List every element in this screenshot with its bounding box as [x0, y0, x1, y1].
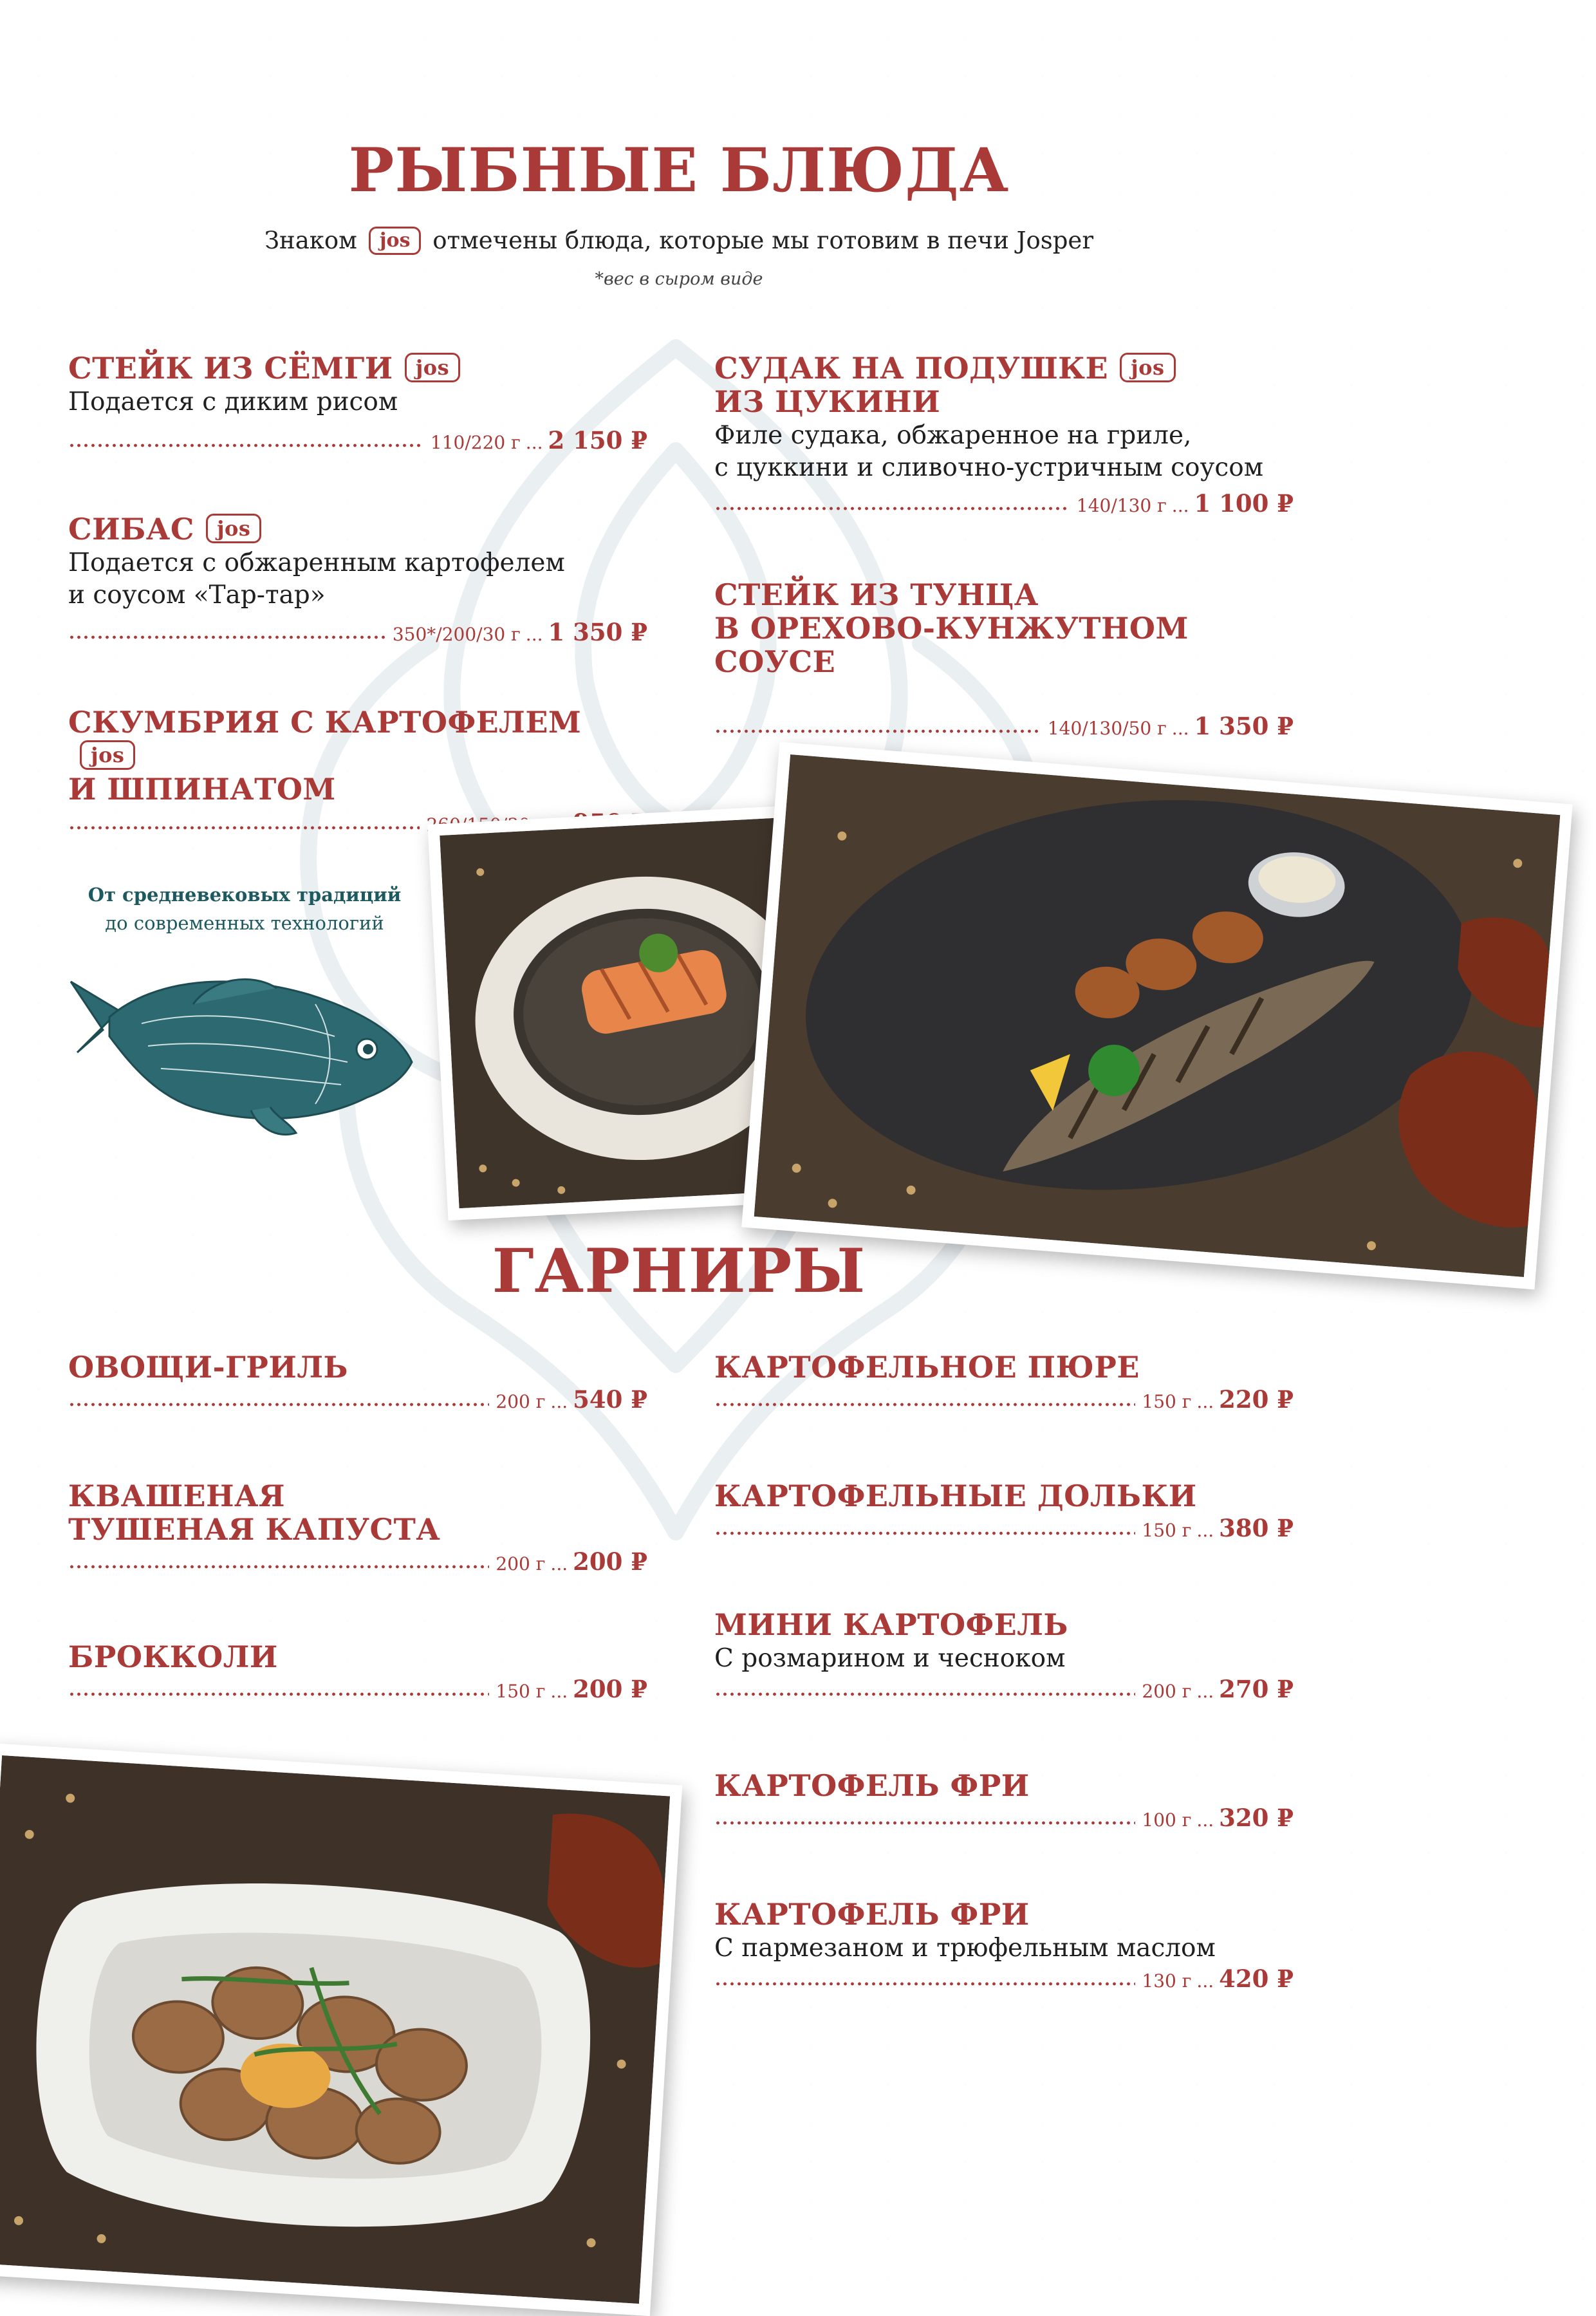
dish-name-line: СКУМБРИЯ С КАРТОФЕЛЕМ — [68, 705, 582, 740]
dish-weight: 140/130/50 г — [1047, 718, 1167, 739]
tagline-line-1: От средневековых традиций — [88, 884, 402, 906]
dish-description-line: и соусом «Тар-тар» — [68, 581, 326, 610]
dish-description: С пармезаном и трюфельным маслом — [714, 1934, 1216, 1963]
dot-leader — [714, 729, 1041, 734]
dish-description-line: с цуккини и сливочно-устричным соусом — [714, 453, 1264, 482]
potatoes-dish-image — [0, 1755, 670, 2304]
tagline-line-2: до современных технологий — [105, 912, 384, 934]
price-row — [714, 1804, 1294, 1832]
dish-description: Подается с диким рисом — [68, 388, 398, 416]
price-row — [714, 1385, 1294, 1414]
dish-weight: 350*/200/30 г — [392, 624, 521, 645]
dish-name — [68, 1479, 647, 1546]
dish-weight: 200 г — [1142, 1681, 1192, 1702]
dot-leader — [68, 1564, 489, 1569]
price-row — [68, 1385, 647, 1414]
grilled-fish-photo — [741, 742, 1573, 1290]
separator: ... — [1196, 1520, 1214, 1541]
dish-name — [68, 512, 647, 546]
dish-weight: 110/220 г — [430, 432, 521, 453]
josper-legend — [0, 227, 1358, 255]
price-row — [714, 1514, 1294, 1542]
price-row — [714, 1675, 1294, 1703]
dish-name: КАРТОФЕЛЬ ФРИ — [714, 1897, 1030, 1932]
dot-leader — [714, 1981, 1135, 1986]
dish-name-line: КВАШЕНАЯ — [68, 1479, 286, 1513]
separator: ... — [1171, 718, 1189, 739]
dish-name-line: ТУШЕНАЯ КАПУСТА — [68, 1512, 441, 1547]
dish-weight: 130 г — [1142, 1970, 1192, 1992]
dish-name: КАРТОФЕЛЬ ФРИ — [714, 1768, 1030, 1803]
josper-badge: jos — [369, 227, 422, 255]
separator: ... — [1196, 1970, 1214, 1992]
dish-name-line: ИЗ ЦУКИНИ — [714, 384, 941, 419]
dish-description — [714, 420, 1294, 484]
dish-name-line: И ШПИНАТОМ — [68, 772, 336, 807]
dish-name-line: СУДАК НА ПОДУШКЕ — [714, 351, 1109, 386]
price-row — [68, 1675, 647, 1703]
dot-leader — [714, 1531, 1135, 1536]
grilled-fish-image — [754, 754, 1561, 1277]
price-row — [714, 489, 1294, 518]
legend-text-after: отмечены блюда, которые мы готовим в печи Josper — [432, 227, 1094, 254]
raw-weight-note: *вес в сыром виде — [595, 269, 763, 289]
price-row — [68, 426, 647, 454]
josper-badge: jos — [80, 740, 135, 770]
dot-leader — [714, 1820, 1135, 1826]
legend-text-before: Знаком — [264, 227, 357, 254]
dish-name-line: СТЕЙК ИЗ СЁМГИ — [68, 351, 393, 386]
dish-price: 220 ₽ — [1219, 1385, 1294, 1414]
separator: ... — [1196, 1391, 1214, 1412]
price-row — [68, 1547, 647, 1576]
dish-name — [68, 705, 647, 806]
dot-leader — [714, 506, 1070, 511]
separator: ... — [550, 1681, 568, 1702]
menu-item — [68, 1350, 647, 1414]
menu-item — [714, 1608, 1294, 1703]
dish-name-line: СИБАС — [68, 512, 194, 546]
dish-price: 540 ₽ — [573, 1385, 647, 1414]
dish-description — [68, 547, 647, 612]
separator: ... — [1196, 1681, 1214, 1702]
dish-weight: 100 г — [1142, 1809, 1192, 1831]
dot-leader — [68, 635, 386, 640]
dish-description-line: Подается с обжаренным картофелем — [68, 548, 565, 577]
dish-weight: 200 г — [496, 1391, 546, 1412]
price-row — [714, 1965, 1294, 1993]
potatoes-dish-photo — [0, 1743, 682, 2316]
dish-weight: 150 г — [1142, 1391, 1192, 1412]
dish-name — [714, 351, 1294, 418]
menu-item — [68, 1479, 647, 1576]
dish-name: ОВОЩИ-ГРИЛЬ — [68, 1350, 348, 1385]
separator: ... — [1171, 495, 1189, 516]
dish-price: 1 350 ₽ — [548, 618, 647, 646]
dish-description-line: Филе судака, обжаренное на гриле, — [714, 421, 1192, 450]
dish-description: С розмарином и чесноком — [714, 1644, 1066, 1673]
fish-section-title: РЫБНЫЕ БЛЮДА — [348, 135, 1010, 206]
dish-name: МИНИ КАРТОФЕЛЬ — [714, 1607, 1068, 1642]
dish-weight: 140/130 г — [1076, 495, 1167, 516]
fish-illustration-icon — [64, 933, 425, 1152]
sides-section-title: ГАРНИРЫ — [492, 1236, 866, 1307]
price-row — [714, 712, 1294, 740]
separator: ... — [550, 1553, 568, 1574]
dish-price: 200 ₽ — [573, 1547, 647, 1576]
dish-price: 270 ₽ — [1219, 1675, 1294, 1703]
menu-item — [714, 351, 1294, 518]
dish-name: КАРТОФЕЛЬНОЕ ПЮРЕ — [714, 1350, 1140, 1385]
dish-name — [68, 351, 647, 385]
dish-weight: 150 г — [496, 1681, 546, 1702]
josper-badge: jos — [405, 353, 460, 382]
dish-price: 380 ₽ — [1219, 1514, 1294, 1542]
dot-leader — [68, 443, 424, 448]
dish-price: 1 350 ₽ — [1194, 712, 1294, 740]
menu-item — [714, 1769, 1294, 1832]
dish-price: 320 ₽ — [1219, 1804, 1294, 1832]
menu-item — [714, 1350, 1294, 1414]
dish-name-line: В ОРЕХОВО-КУНЖУТНОМ СОУСЕ — [714, 611, 1189, 679]
tagline — [71, 881, 418, 937]
dish-name: КАРТОФЕЛЬНЫЕ ДОЛЬКИ — [714, 1479, 1197, 1513]
dish-name — [714, 578, 1294, 678]
dish-name: БРОККОЛИ — [68, 1639, 278, 1674]
dot-leader — [68, 1402, 489, 1407]
menu-item — [714, 578, 1294, 740]
menu-item — [68, 351, 647, 454]
dot-leader — [714, 1692, 1135, 1697]
separator: ... — [525, 624, 543, 645]
menu-item — [714, 1479, 1294, 1542]
dot-leader — [68, 1692, 489, 1697]
menu-item — [68, 512, 647, 646]
separator: ... — [1196, 1809, 1214, 1831]
dish-price: 1 100 ₽ — [1194, 489, 1294, 518]
dish-name-line: СТЕЙК ИЗ ТУНЦА — [714, 577, 1039, 612]
josper-badge: jos — [1120, 353, 1175, 382]
josper-badge: jos — [206, 514, 261, 543]
dot-leader — [68, 825, 420, 830]
dot-leader — [714, 1402, 1135, 1407]
dish-price: 420 ₽ — [1219, 1965, 1294, 1993]
dish-price: 200 ₽ — [573, 1675, 647, 1703]
separator: ... — [550, 1391, 568, 1412]
menu-item — [68, 1640, 647, 1703]
dish-weight: 150 г — [1142, 1520, 1192, 1541]
dish-price: 2 150 ₽ — [548, 426, 647, 454]
menu-item — [714, 1898, 1294, 1993]
separator: ... — [525, 432, 543, 453]
dish-weight: 200 г — [496, 1553, 546, 1574]
price-row — [68, 618, 647, 646]
